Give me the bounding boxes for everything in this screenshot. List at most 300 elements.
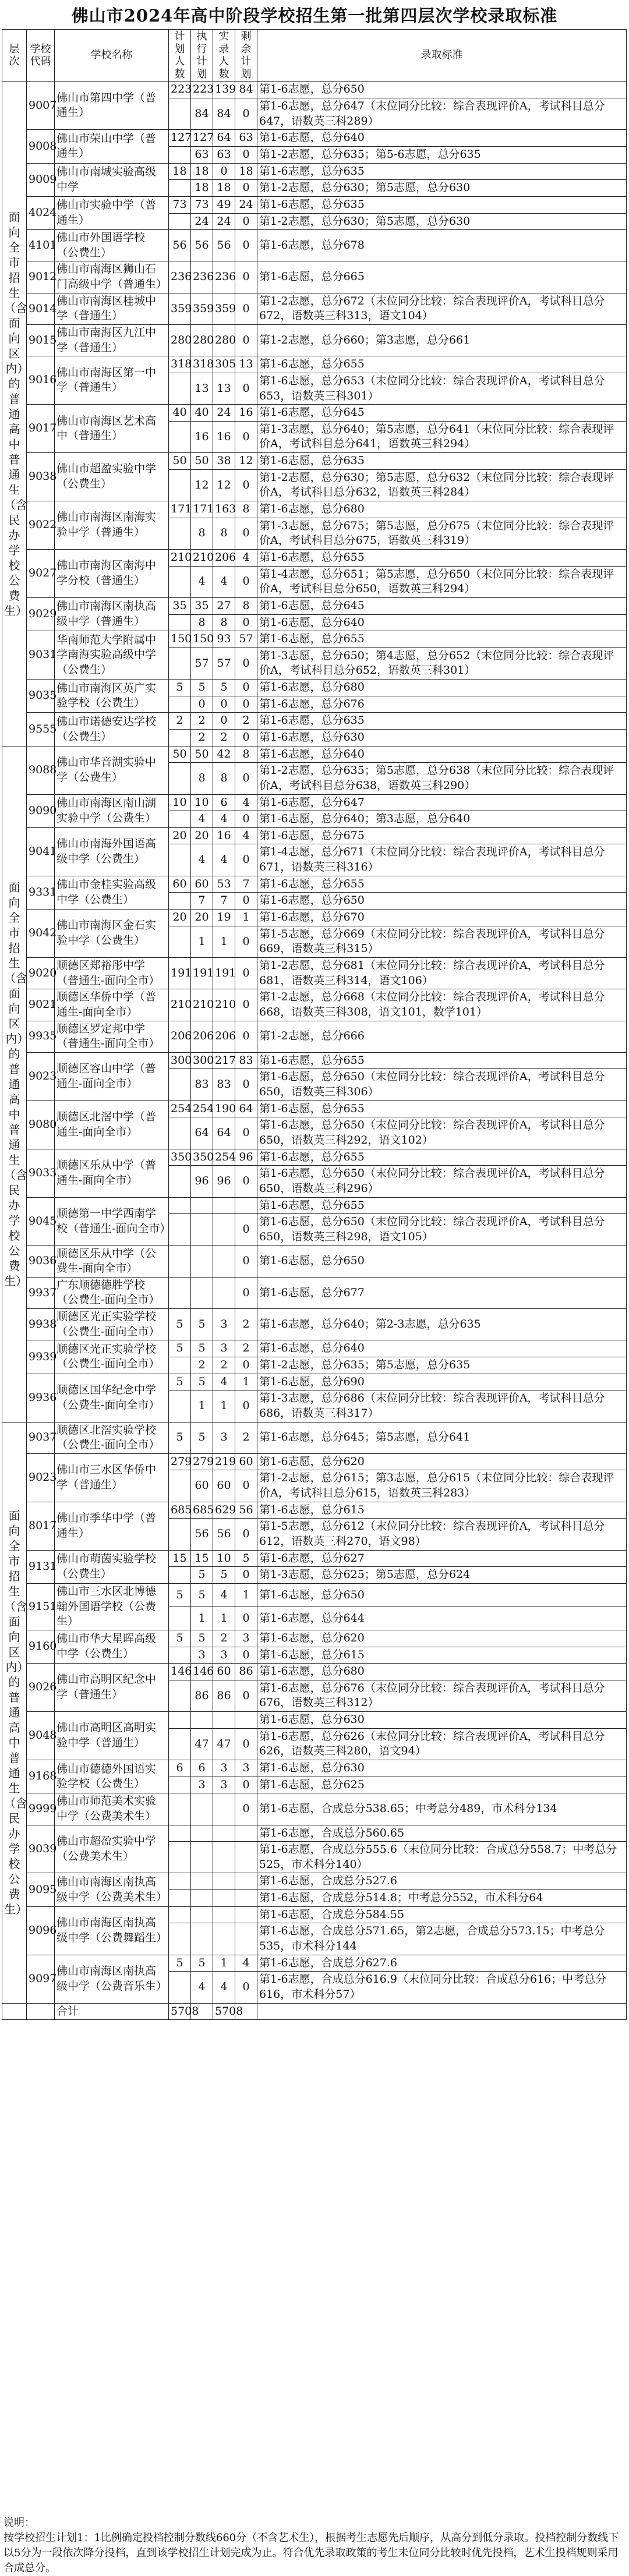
actual-count-cell: 359: [213, 293, 235, 324]
plan-count-cell: [169, 1647, 191, 1664]
plan-count-cell: 254: [169, 1101, 191, 1117]
school-name-cell: 顺德区乐从中学（公费生-面向全市）: [55, 1245, 169, 1277]
plan-count-cell: [169, 1197, 191, 1214]
school-name-cell: 佛山市南海区桂城中学（普通生）: [55, 293, 169, 324]
school-name-cell: 顺德第一中学西南学校（普通生-面向全市）: [55, 1197, 169, 1245]
admission-standard-cell: 第1-2志愿，总分630；第5志愿，总分630: [257, 180, 627, 197]
remain-plan-cell: 1: [235, 1583, 257, 1607]
admission-standard-cell: 第1-2志愿，总分668（末位同分比较：综合表现评价A，考试科目总分668，语数英三科308，语文101，数学101）: [257, 989, 627, 1021]
notes: [3, 2515, 626, 2576]
admission-standard-cell: 第1-6志愿，总分645: [257, 405, 627, 422]
exec-plan-cell: 12: [191, 469, 213, 501]
remain-plan-cell: 8: [235, 501, 257, 518]
admission-standard-cell: 第1-2志愿，总分635；第5志愿，总分638（末位同分比较：综合表现评价A，考试科目总分638，语数英三科290）: [257, 763, 627, 794]
plan-count-cell: 35: [169, 597, 191, 614]
plan-count-cell: [169, 1567, 191, 1584]
remain-plan-cell: 13: [235, 356, 257, 373]
plan-count-cell: [169, 1712, 191, 1729]
school-name-cell: 佛山市三水区华侨中学（普通生）: [55, 1453, 169, 1502]
admission-standard-cell: 第1-6志愿，总分650: [257, 893, 627, 910]
admission-standard-cell: 第1-3志愿，总分640；第5志愿，总分641（末位同分比较：综合表现评价A，考试科目总分641，语数英三科294）: [257, 421, 627, 452]
school-code-cell: 8017: [27, 1502, 55, 1550]
plan-count-cell: 280: [169, 324, 191, 356]
remain-plan-cell: 0: [235, 566, 257, 597]
admission-standard-cell: 第1-6志愿，总分650: [257, 1245, 627, 1277]
plan-count-cell: [169, 1972, 191, 2003]
remain-plan-cell: 7: [235, 876, 257, 893]
admission-standard-cell: 第1-6志愿，总分665: [257, 261, 627, 293]
table-row: [2, 293, 627, 324]
exec-plan-cell: [191, 1214, 213, 1245]
school-code-cell: 9938: [27, 1309, 55, 1340]
remain-plan-cell: 0: [235, 989, 257, 1021]
school-name-cell: 佛山市南海区九江中学（普通生）: [55, 324, 169, 356]
exec-plan-cell: 2: [191, 1357, 213, 1374]
exec-plan-cell: 210: [191, 549, 213, 566]
admission-standard-cell: 第1-2志愿，总分660；第3志愿，总分661: [257, 324, 627, 356]
plan-count-cell: [169, 647, 191, 679]
plan-count-cell: [169, 1777, 191, 1793]
exec-plan-cell: 5: [191, 1374, 213, 1390]
admission-standard-cell: 第1-5志愿，总分612（末位同分比较：综合表现评价A，考试科目总分612，语数英三科270，语文98）: [257, 1519, 627, 1550]
actual-count-cell: 4: [213, 811, 235, 828]
plan-count-cell: [169, 1519, 191, 1550]
exec-plan-cell: 5: [191, 680, 213, 696]
exec-plan-cell: 146: [191, 1664, 213, 1680]
remain-plan-cell: 0: [235, 469, 257, 501]
admission-standard-cell: [257, 2003, 627, 2020]
admission-standard-cell: 第1-6志愿，总分655: [257, 631, 627, 648]
plan-count-cell: 2: [169, 713, 191, 730]
school-name-cell: 佛山市超盈实验中学（公费生）: [55, 453, 169, 501]
exec-plan-cell: [191, 1842, 213, 1873]
actual-count-cell: 4: [213, 1972, 235, 2003]
exec-plan-cell: 7: [191, 893, 213, 910]
exec-plan-cell: 5: [191, 1422, 213, 1453]
school-code-cell: 9096: [27, 1906, 55, 1955]
exec-plan-cell: 20: [191, 827, 213, 844]
plan-count-cell: [169, 1069, 191, 1101]
remain-plan-cell: 0: [235, 844, 257, 876]
actual-count-cell: 206: [213, 1021, 235, 1052]
school-name-cell: 顺德区华侨中学（普通生-面向全市）: [55, 989, 169, 1021]
admission-standard-cell: 第1-6志愿，合成总分538.65；中考总分489，市术科分134: [257, 1793, 627, 1825]
remain-plan-cell: 4: [235, 549, 257, 566]
plan-count-cell: 127: [169, 130, 191, 147]
table-row: [2, 1340, 627, 1357]
admission-standard-cell: 第1-6志愿，合成总分560.65: [257, 1825, 627, 1842]
plan-count-cell: 223: [169, 82, 191, 98]
plan-count-cell: 50: [169, 746, 191, 763]
exec-plan-cell: 318: [191, 356, 213, 373]
plan-count-cell: 350: [169, 1149, 191, 1166]
exec-plan-cell: 5: [191, 1583, 213, 1607]
school-name-cell: 佛山市实验中学（普通生）: [55, 196, 169, 229]
table-row: [2, 549, 627, 566]
school-code-cell: 9023: [27, 1052, 55, 1101]
remain-plan-cell: 0: [235, 1245, 257, 1277]
school-code-cell: 9555: [27, 713, 55, 746]
plan-count-cell: [169, 1890, 191, 1907]
table-row: [2, 405, 627, 422]
admission-standard-cell: 第1-6志愿，总分630: [257, 730, 627, 746]
actual-count-cell: 12: [213, 469, 235, 501]
exec-plan-cell: 3: [191, 1777, 213, 1793]
exec-plan-cell: 10: [191, 794, 213, 811]
remain-plan-cell: 0: [235, 926, 257, 957]
table-row: [2, 680, 627, 696]
header-school: 学校名称: [55, 30, 169, 82]
admission-standard-cell: 第1-6志愿，总分644: [257, 1607, 627, 1630]
table-row: [2, 1583, 627, 1607]
remain-plan-cell: 0: [235, 180, 257, 197]
admission-standard-cell: 第1-6志愿，总分678: [257, 230, 627, 261]
exec-plan-cell: 50: [191, 746, 213, 763]
table-row: [2, 1021, 627, 1052]
actual-count-cell: 305: [213, 356, 235, 373]
school-name-cell: 顺德区乐从中学（普通生-面向全市）: [55, 1149, 169, 1197]
school-code-cell: 9038: [27, 453, 55, 501]
remain-plan-cell: 5: [235, 1550, 257, 1567]
school-code-cell: 9939: [27, 1340, 55, 1374]
school-name-cell: 佛山市南海区南山湖实验中学（公费生）: [55, 794, 169, 827]
school-name-cell: 华南师范大学附属中学南海实验高级中学（公费生）: [55, 631, 169, 680]
actual-count-cell: 57: [213, 647, 235, 679]
school-code-cell: 9088: [27, 746, 55, 794]
plan-count-cell: [169, 1214, 191, 1245]
school-code-cell: 9097: [27, 1955, 55, 2003]
exec-plan-cell: 210: [191, 989, 213, 1021]
remain-plan-cell: 3: [235, 1760, 257, 1777]
remain-plan-cell: 0: [235, 1021, 257, 1052]
actual-count-cell: 93: [213, 631, 235, 648]
admission-standard-cell: 第1-4志愿，总分671（末位同分比较：综合表现评价A，考试科目总分671，语数英三科316）: [257, 844, 627, 876]
school-code-cell: 9937: [27, 1277, 55, 1308]
admission-standard-cell: 第1-2志愿，总分635；第5志愿，总分635: [257, 1357, 627, 1374]
exec-plan-cell: 300: [191, 1052, 213, 1069]
school-code-cell: 9999: [27, 1793, 55, 1825]
plan-count-cell: [169, 1793, 191, 1825]
table-row: [2, 631, 627, 648]
exec-plan-cell: [191, 1197, 213, 1214]
actual-count-cell: 3: [213, 1340, 235, 1357]
plan-count-cell: 5: [169, 1309, 191, 1340]
admission-standard-cell: 第1-6志愿，总分650: [257, 1583, 627, 1607]
level-cell: 面向全市招生（含面向区内）的普通高中普通生（含民办学校公费生）: [2, 82, 27, 746]
remain-plan-cell: 0: [235, 1777, 257, 1793]
remain-plan-cell: [235, 1923, 257, 1955]
admission-standard-cell: 第1-6志愿，总分645: [257, 597, 627, 614]
header-standard: 录取标准: [257, 30, 627, 82]
table-row: [2, 597, 627, 614]
school-name-cell: 顺德区光正实验学校（公费生-面向全市）: [55, 1309, 169, 1340]
admission-standard-cell: 第1-6志愿，合成总分555.6（末位同分比较：合成总分558.7；中考总分525，市术科分140）: [257, 1842, 627, 1873]
admission-standard-cell: 第1-6志愿，总分653（末位同分比较：综合表现评价A，考试科目总分653，语数英三科301）: [257, 373, 627, 404]
table-row: [2, 989, 627, 1021]
exec-plan-cell: 20: [191, 910, 213, 926]
school-code-cell: 9036: [27, 1245, 55, 1277]
plan-count-cell: 5: [169, 680, 191, 696]
actual-count-cell: 5708: [213, 2003, 235, 2020]
admission-standard-cell: 第1-6志愿，合成总分627.6: [257, 1955, 627, 1972]
exec-plan-cell: 84: [191, 98, 213, 130]
school-code-cell: 9331: [27, 876, 55, 909]
remain-plan-cell: 2: [235, 1309, 257, 1340]
remain-plan-cell: 0: [235, 763, 257, 794]
plan-count-cell: [169, 421, 191, 452]
table-row: [2, 1502, 627, 1519]
admission-standard-cell: 第1-6志愿，总分675: [257, 827, 627, 844]
actual-count-cell: 13: [213, 373, 235, 404]
actual-count-cell: 3: [213, 1309, 235, 1340]
plan-count-cell: 359: [169, 293, 191, 324]
school-name-cell: 佛山市季华中学（普通生）: [55, 1502, 169, 1550]
plan-count-cell: 5708: [169, 2003, 191, 2020]
exec-plan-cell: 1: [191, 1390, 213, 1422]
school-name-cell: 佛山市南海区第一中学（普通生）: [55, 356, 169, 405]
admission-standard-cell: 第1-6志愿，总分676（末位同分比较：综合表现评价A，考试科目总分676，语数英三科312）: [257, 1680, 627, 1711]
plan-count-cell: 5: [169, 1630, 191, 1647]
actual-count-cell: 2: [213, 1357, 235, 1374]
actual-count-cell: [213, 1793, 235, 1825]
exec-plan-cell: 171: [191, 501, 213, 518]
school-code-cell: 9936: [27, 1374, 55, 1422]
plan-count-cell: 20: [169, 910, 191, 926]
school-name-cell: 佛山市超盈实验中学（公费美术生）: [55, 1825, 169, 1873]
remain-plan-cell: [235, 1842, 257, 1873]
admission-standard-cell: 第1-6志愿，总分655: [257, 356, 627, 373]
school-code-cell: 4101: [27, 230, 55, 261]
exec-plan-cell: 3: [191, 1647, 213, 1664]
plan-count-cell: 5: [169, 1583, 191, 1607]
plan-count-cell: [169, 1680, 191, 1711]
admission-standard-cell: 第1-6志愿，总分647（末位同分比较：综合表现评价A，考试科目总分647，语数英三科289）: [257, 98, 627, 130]
school-name-cell: 佛山市第四中学（普通生）: [55, 82, 169, 130]
school-code-cell: 9035: [27, 680, 55, 713]
school-name-cell: 佛山市高明区高明实验中学（普通生）: [55, 1712, 169, 1760]
actual-count-cell: 96: [213, 1166, 235, 1197]
actual-count-cell: 84: [213, 98, 235, 130]
exec-plan-cell: [191, 1245, 213, 1277]
remain-plan-cell: 0: [235, 146, 257, 163]
remain-plan-cell: 0: [235, 647, 257, 679]
actual-count-cell: 63: [213, 146, 235, 163]
school-code-cell: 9007: [27, 82, 55, 130]
remain-plan-cell: [235, 1197, 257, 1214]
exec-plan-cell: 63: [191, 146, 213, 163]
level-cell: 面向全市招生（含面向区内）的普通高中普通生（含民办学校公费生）: [2, 746, 27, 1422]
plan-count-cell: [169, 1166, 191, 1197]
remain-plan-cell: 0: [235, 1069, 257, 1101]
table-row: [2, 1422, 627, 1453]
remain-plan-cell: 0: [235, 1166, 257, 1197]
exec-plan-cell: 24: [191, 213, 213, 230]
admission-standard-cell: 第1-6志愿，总分680: [257, 501, 627, 518]
table-row: [2, 1277, 627, 1308]
remain-plan-cell: 0: [235, 614, 257, 631]
actual-count-cell: 2: [213, 1630, 235, 1647]
remain-plan-cell: 4: [235, 794, 257, 811]
school-code-cell: 9090: [27, 794, 55, 827]
actual-count-cell: 86: [213, 1680, 235, 1711]
remain-plan-cell: 64: [235, 1101, 257, 1117]
school-code-cell: 9041: [27, 827, 55, 876]
admission-standard-cell: 第1-6志愿，总分650（末位同分比较：综合表现评价A，考试科目总分650，语数英三科292，语文102）: [257, 1117, 627, 1149]
actual-count-cell: 60: [213, 1470, 235, 1502]
remain-plan-cell: 0: [235, 1357, 257, 1374]
school-name-cell: 佛山市华音湖实验中学（公费生）: [55, 746, 169, 794]
school-code-cell: 9022: [27, 501, 55, 550]
remain-plan-cell: [235, 1712, 257, 1729]
exec-plan-cell: 685: [191, 1502, 213, 1519]
school-name-cell: 顺德区北滘实验学校（公费生-面向全市）: [55, 1422, 169, 1453]
exec-plan-cell: [191, 1906, 213, 1923]
school-code-cell: 9015: [27, 324, 55, 356]
plan-count-cell: 171: [169, 501, 191, 518]
school-name-cell: 佛山市萌茵实验学校（公费生）: [55, 1550, 169, 1583]
plan-count-cell: [169, 518, 191, 549]
admission-standard-cell: 第1-6志愿，总分630: [257, 1712, 627, 1729]
plan-count-cell: [169, 926, 191, 957]
remain-plan-cell: [235, 1906, 257, 1923]
school-name-cell: 合计: [55, 2003, 169, 2020]
exec-plan-cell: 280: [191, 324, 213, 356]
actual-count-cell: 0: [213, 696, 235, 713]
admission-standard-cell: 第1-6志愿，总分630: [257, 1760, 627, 1777]
school-code-cell: 9935: [27, 1021, 55, 1052]
plan-count-cell: [169, 213, 191, 230]
actual-count-cell: [213, 1277, 235, 1308]
admission-standard-cell: 第1-6志愿，总分645；第5志愿，总分641: [257, 1422, 627, 1453]
exec-plan-cell: [191, 1277, 213, 1308]
admission-standard-cell: 第1-6志愿，总分670: [257, 910, 627, 926]
exec-plan-cell: 4: [191, 1972, 213, 2003]
remain-plan-cell: 96: [235, 1149, 257, 1166]
table-row: [2, 1374, 627, 1390]
school-name-cell: 顺德区国华纪念中学（公费生-面向全市）: [55, 1374, 169, 1422]
exec-plan-cell: 18: [191, 180, 213, 197]
plan-count-cell: [169, 1357, 191, 1374]
plan-count-cell: [169, 1245, 191, 1277]
plan-count-cell: [169, 1117, 191, 1149]
school-name-cell: 佛山市南海区狮山石门高级中学（普通生）: [55, 261, 169, 293]
actual-count-cell: 42: [213, 746, 235, 763]
admission-standard-cell: 第1-6志愿，总分620: [257, 1453, 627, 1470]
remain-plan-cell: 57: [235, 631, 257, 648]
exec-plan-cell: 13: [191, 373, 213, 404]
remain-plan-cell: 0: [235, 98, 257, 130]
header-exec: 执行计划: [191, 30, 213, 82]
table-row: [2, 1664, 627, 1680]
exec-plan-cell: 236: [191, 261, 213, 293]
admission-standard-cell: 第1-2志愿，总分635；第5-6志愿，总分635: [257, 146, 627, 163]
table-row: [2, 1550, 627, 1567]
actual-count-cell: 0: [213, 163, 235, 180]
actual-count-cell: 629: [213, 1502, 235, 1519]
school-name-cell: 广东顺德德胜学校（公费生-面向全市）: [55, 1277, 169, 1308]
actual-count-cell: [213, 1842, 235, 1873]
admission-standard-cell: 第1-6志愿，总分676: [257, 696, 627, 713]
admission-standard-cell: 第1-6志愿，总分655: [257, 1101, 627, 1117]
table-row: [2, 261, 627, 293]
header-remain: 剩余计划: [235, 30, 257, 82]
exec-plan-cell: 64: [191, 1117, 213, 1149]
table-row: [2, 1453, 627, 1470]
school-name-cell: 佛山市南海区南海实验中学（普通生）: [55, 501, 169, 550]
remain-plan-cell: 0: [235, 1567, 257, 1584]
table-body: [2, 82, 627, 2020]
table-row: [2, 746, 627, 763]
actual-count-cell: 4: [213, 844, 235, 876]
remain-plan-cell: 0: [235, 1793, 257, 1825]
school-name-cell: 佛山市南海区南执高级中学（普通生）: [55, 597, 169, 631]
school-name-cell: 佛山市荣山中学（普通生）: [55, 130, 169, 163]
table-row: [2, 1101, 627, 1117]
plan-count-cell: 318: [169, 356, 191, 373]
exec-plan-cell: 350: [191, 1149, 213, 1166]
admission-standard-cell: 第1-6志愿，总分650（末位同分比较：综合表现评价A，考试科目总分650，语数英三科296）: [257, 1166, 627, 1197]
school-code-cell: 9029: [27, 597, 55, 631]
school-name-cell: 佛山市南海区艺术高中（普通生）: [55, 405, 169, 453]
plan-count-cell: 210: [169, 989, 191, 1021]
admission-standard-cell: 第1-6志愿，总分635: [257, 196, 627, 213]
school-name-cell: 佛山市三水区北博德翰外国语学校（公费生）: [55, 1583, 169, 1630]
admission-standard-cell: 第1-3志愿，总分675；第5志愿，总分675（末位同分比较：综合表现评价A，考试科目总分675，语数英三科319）: [257, 518, 627, 549]
actual-count-cell: 219: [213, 1453, 235, 1470]
header-code: 学校代码: [27, 30, 55, 82]
remain-plan-cell: 0: [235, 230, 257, 261]
actual-count-cell: 53: [213, 876, 235, 893]
exec-plan-cell: [191, 1712, 213, 1729]
actual-count-cell: 8: [213, 614, 235, 631]
actual-count-cell: 5: [213, 1567, 235, 1584]
school-name-cell: 顺德区容山中学（普通生-面向全市）: [55, 1052, 169, 1101]
table-row: [2, 1760, 627, 1777]
school-code-cell: 9016: [27, 356, 55, 405]
exec-plan-cell: 40: [191, 405, 213, 422]
exec-plan-cell: 223: [191, 82, 213, 98]
actual-count-cell: 163: [213, 501, 235, 518]
actual-count-cell: [213, 1873, 235, 1890]
table-row: [2, 713, 627, 730]
actual-count-cell: [213, 1825, 235, 1842]
table-row: [2, 501, 627, 518]
admission-standard-cell: 第1-2志愿，总分681（末位同分比较：综合表现评价A，考试科目总分681，语数英三科314，语文106）: [257, 957, 627, 989]
actual-count-cell: [213, 1245, 235, 1277]
exec-plan-cell: 60: [191, 876, 213, 893]
exec-plan-cell: 15: [191, 1550, 213, 1567]
school-code-cell: 9048: [27, 1712, 55, 1760]
remain-plan-cell: 4: [235, 1955, 257, 1972]
remain-plan-cell: 12: [235, 453, 257, 470]
actual-count-cell: 24: [213, 213, 235, 230]
exec-plan-cell: 56: [191, 230, 213, 261]
actual-count-cell: 2: [213, 730, 235, 746]
remain-plan-cell: [235, 1873, 257, 1890]
header-actual: 实录人数: [213, 30, 235, 82]
actual-count-cell: 49: [213, 196, 235, 213]
plan-count-cell: [169, 180, 191, 197]
exec-plan-cell: 18: [191, 163, 213, 180]
exec-plan-cell: 1: [191, 926, 213, 957]
school-code-cell: [27, 2003, 55, 2020]
plan-count-cell: [169, 373, 191, 404]
admission-standard-cell: 第1-6志愿，合成总分527.6: [257, 1873, 627, 1890]
admission-standard-cell: 第1-6志愿，总分640: [257, 1340, 627, 1357]
school-name-cell: 佛山市南海区南执高级中学（公费舞蹈生）: [55, 1906, 169, 1955]
actual-count-cell: [213, 1214, 235, 1245]
exec-plan-cell: 2: [191, 730, 213, 746]
